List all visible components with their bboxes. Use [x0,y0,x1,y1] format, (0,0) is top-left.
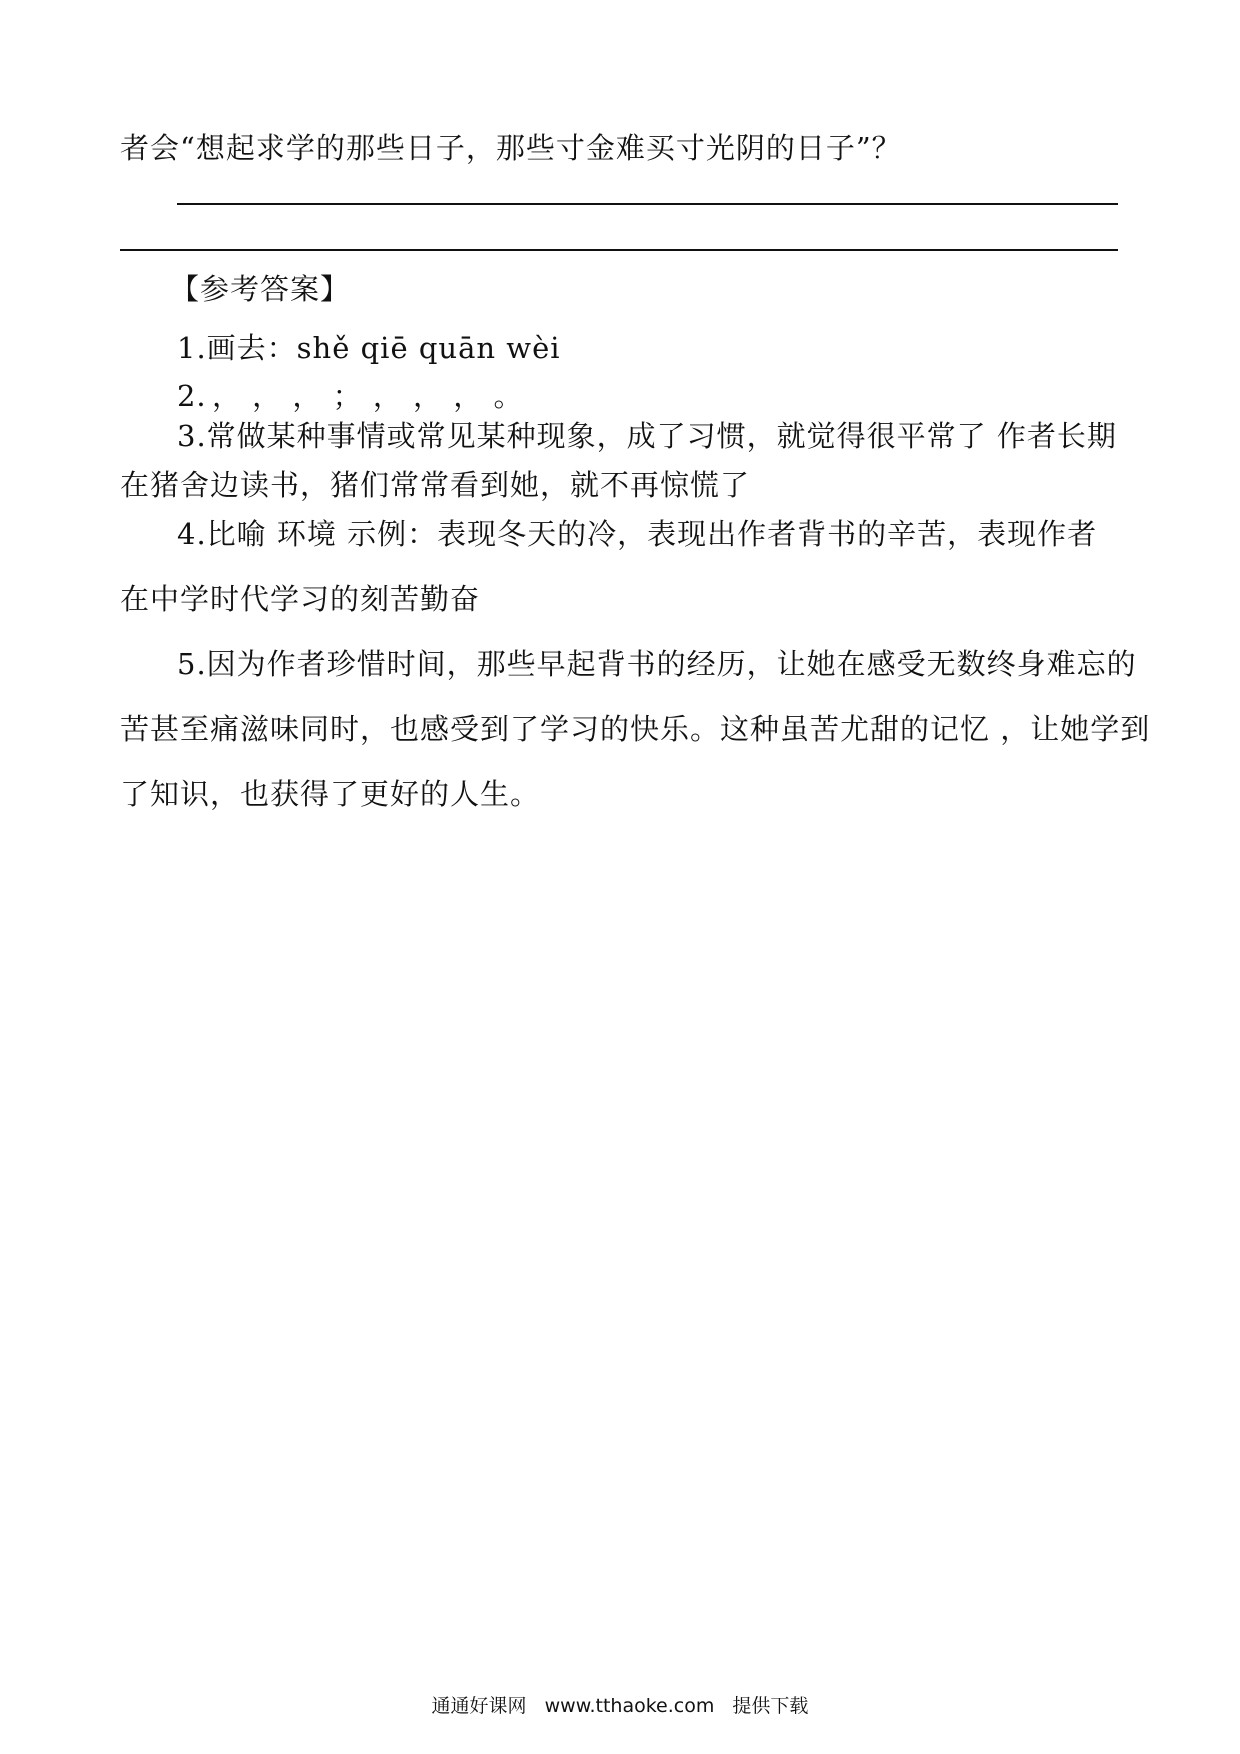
answer-line-1 [177,203,1118,205]
answer-heading: 【参考答案】 [170,272,351,306]
answer-5-line-2: 苦甚至痛滋味同时，也感受到了学习的快乐。这种虽苦尤甜的记忆 ，让她学到 [120,712,1151,746]
answer-3-line-1: 3.常做某种事情或常见某种现象，成了习惯，就觉得很平常了 作者长期 [177,419,1117,453]
answer-4-line-2: 在中学时代学习的刻苦勤奋 [120,582,481,616]
answer-3-line-2: 在猪舍边读书，猪们常常看到她，就不再惊慌了 [120,468,751,502]
footer-site-name: 通通好课网 [431,1695,527,1717]
answer-line-2 [120,249,1118,251]
answer-1: 1.画去：shě qiē quān wèi [177,331,561,365]
answer-4-line-1: 4.比喻 环境 示例：表现冬天的冷，表现出作者背书的辛苦，表现作者 [177,517,1098,551]
question-text-tail: 者会“想起求学的那些日子，那些寸金难买寸光阴的日子”？ [120,131,902,165]
answer-5-line-3: 了知识，也获得了更好的人生。 [120,777,541,811]
answer-2: 2．， ， ， ； ， ， ， 。 [177,379,524,413]
footer-url[interactable]: www.tthaoke.com [544,1695,715,1717]
answer-5-line-1: 5.因为作者珍惜时间，那些早起背书的经历，让她在感受无数终身难忘的 [177,647,1137,681]
page-footer [0,1694,1240,1718]
footer-suffix: 提供下载 [732,1695,809,1717]
